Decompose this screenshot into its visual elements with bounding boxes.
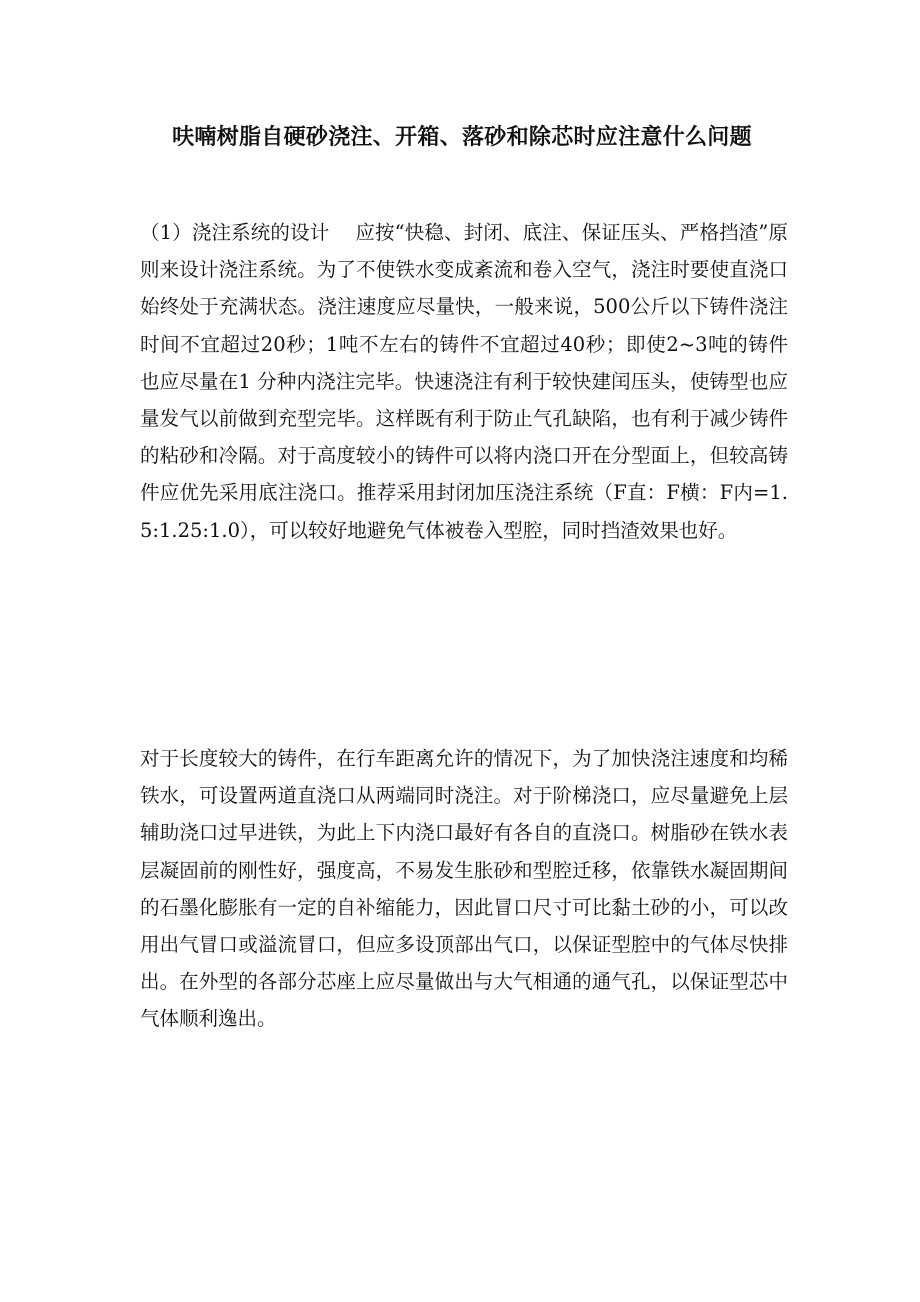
paragraph-long-castings: 对于长度较大的铸件，在行车距离允许的情况下，为了加快浇注速度和均稀铁水，可设置两道直浇口从两端同时浇注。对于阶梯浇口，应尽量避免上层辅助浇口过早进铁，为此上下内浇口最好有各自的直浇口。树脂砂在铁水表层凝固前的刚性好，强度高，不易发生胀砂和型腔迁移，依靠铁水凝固期间的石墨化膨胀有一定的自补缩能力，因此冒口尺寸可比黏土砂的小，可以改用出气冒口或溢流冒口，但应多设顶部出气口，以保证型腔中的气体尽快排出。在外型的各部分芯座上应尽量做出与大气相通的通气孔，以保证型芯中气体顺利逸出。	[140, 747, 788, 1031]
document-title: 呋喃树脂自硬砂浇注、开箱、落砂和除芯时应注意什么问题	[172, 124, 752, 150]
paragraph-gating-design: （1）浇注系统的设计 应按“快稳、封闭、底注、保证压头、严格挡渣”原则来设计浇注系统。为了不使铁水变成紊流和卷入空气，浇注时要使直浇口始终处于充满状态。浇注速度应尽量快，一般来说，500公斤以下铸件浇注时间不宜超过20秒；1吨不左右的铸件不宜超过40秒；即使2~3吨的铸件也应尽量在1 分种内浇注完毕。快速浇注有利于较快建闰压头，使铸型也应量发气以前做到充型完毕。这样既有利于防止气孔缺陷，也有利于减少铸件的粘砂和冷隔。对于高度较小的铸件可以将内浇口开在分型面上，但较高铸件应优先采用底注浇口。推荐采用封闭加压浇注系统（F直：F横：F内=1.5:1.25:1.0），可以较好地避免气体被卷入型腔，同时挡渣效果也好。	[140, 221, 788, 542]
